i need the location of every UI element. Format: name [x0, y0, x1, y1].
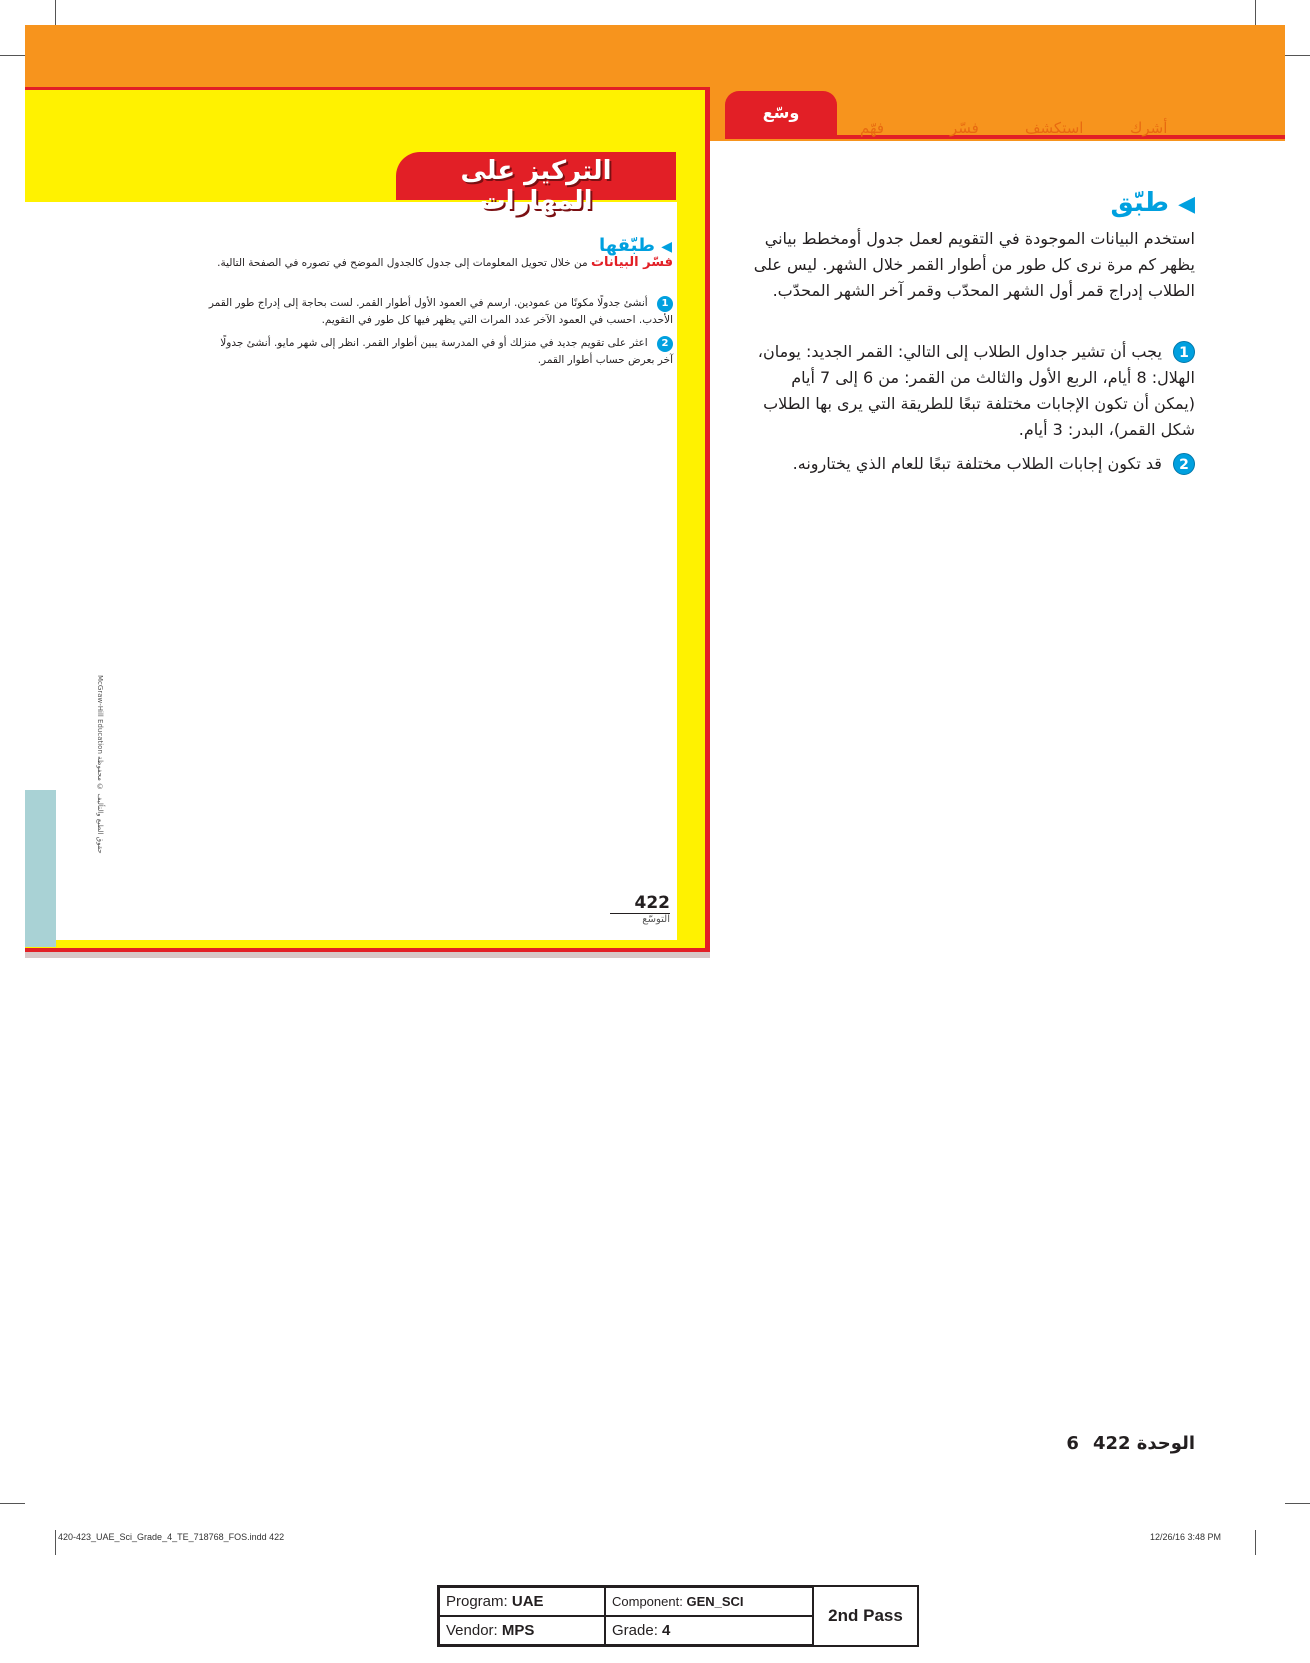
component-cell — [605, 1587, 813, 1616]
apply-heading — [1110, 188, 1195, 218]
tab-explain[interactable]: فهّم — [860, 119, 885, 137]
crop-mark — [1285, 55, 1310, 56]
program-value: UAE — [511, 1593, 544, 1610]
number-badge: 2 — [657, 336, 673, 352]
component-label: Component: — [612, 1594, 683, 1609]
panel-item-text: أنشئ جدولًا مكونًا من عمودين. ارسم في العمود الأول أطوار القمر. لست بحاجة إلى إدراج طور القمر الأحدب. احسب في العمود الآخر عدد المرات التي يظهر فيها كل طور في التقويم. — [208, 297, 673, 326]
side-bar — [25, 790, 56, 947]
program-label: Program: — [446, 1593, 508, 1610]
panel-page-number: 422 — [610, 893, 670, 914]
panel-heading — [599, 235, 672, 256]
apply-item-text: يجب أن تشير جداول الطلاب إلى التالي: القمر الجديد: يومان، الهلال: 8 أيام، الربع الأول والثالث من القمر: من 6 إلى 7 أيام (يمكن أن تكون الإجابات مختلفة تبعًا للطريقة التي يرى بها الطلاب شكل القمر)، البدر: 3 أيام. — [757, 342, 1195, 439]
number-badge: 2 — [1173, 453, 1195, 475]
grade-value: 4 — [662, 1622, 671, 1639]
panel-frame — [25, 90, 705, 948]
number-badge: 1 — [657, 296, 673, 312]
tab-engage[interactable]: أشرك — [1130, 119, 1168, 137]
apply-item — [750, 339, 1195, 443]
production-info-box — [437, 1585, 919, 1647]
page-footer — [1040, 1433, 1195, 1454]
panel-item — [203, 295, 673, 329]
apply-item-text: قد تكون إجابات الطلاب مختلفة تبعًا للعام الذي يختارونه. — [792, 454, 1162, 473]
lesson-tabs — [725, 91, 1285, 145]
crop-mark — [1255, 0, 1256, 25]
footer-unit: الوحدة 6 — [1066, 1433, 1195, 1454]
panel-item-text: اعثر على تقويم جديد في منزلك أو في المدرسة يبين أطوار القمر. انظر إلى شهر مايو. أنشئ جدولًا آخر بعرض حساب أطوار القمر. — [220, 337, 673, 366]
number-badge: 1 — [1173, 341, 1195, 363]
panel-shadow — [25, 952, 710, 958]
skills-banner-title: التركيز على المهارات — [460, 156, 612, 216]
crop-mark — [1285, 1503, 1310, 1504]
crop-mark — [0, 55, 25, 56]
tab-extend[interactable]: وسّع — [725, 91, 837, 139]
copyright-credit: McGraw-Hill Education حقوق الطبع والتأليف © محفوظة — [96, 675, 104, 854]
apply-paragraph: استخدم البيانات الموجودة في التقويم لعمل جدول أومخطط بياني يظهر كم مرة نرى كل طور من أطوار القمر خلال الشهر. ليس على الطلاب إدراج قمر أول الشهر المحدّب وقمر آخر الشهر المحدّب. — [753, 229, 1195, 300]
tab-elaborate[interactable]: فسّر — [950, 119, 979, 137]
heading-triangle-icon: ◀ — [1178, 192, 1195, 217]
grade-label: Grade: — [612, 1622, 658, 1639]
panel-page-label: التوسّع — [642, 914, 670, 925]
program-cell — [439, 1587, 605, 1616]
panel-intro-text: من خلال تحويل المعلومات إلى جدول كالجدول الموضح في تصوره في الصفحة التالية. — [217, 257, 588, 269]
grade-cell — [605, 1616, 813, 1645]
apply-item — [750, 451, 1195, 477]
component-value: GEN_SCI — [686, 1594, 744, 1609]
vendor-label: Vendor: — [446, 1622, 498, 1639]
panel-item — [203, 335, 673, 369]
skills-panel — [25, 87, 710, 953]
crop-mark — [0, 1503, 25, 1504]
crop-mark — [55, 0, 56, 25]
vendor-value: MPS — [501, 1622, 535, 1639]
pass-status: 2nd Pass — [813, 1587, 917, 1645]
tab-explore[interactable]: استكشف — [1025, 119, 1084, 137]
footer-page-number: 422 — [1092, 1433, 1131, 1454]
panel-heading-text: طبّقها — [599, 235, 655, 256]
slug-date: 12/26/16 3:48 PM — [1150, 1532, 1222, 1542]
crop-mark — [1255, 1530, 1256, 1555]
panel-intro-highlight: فسّر البيانات — [590, 255, 673, 270]
panel-intro — [203, 254, 673, 272]
heading-triangle-icon: ◀ — [661, 239, 672, 255]
slug-filename: 420-423_UAE_Sci_Grade_4_TE_718768_FOS.indd 422 — [58, 1532, 285, 1542]
apply-heading-text: طبّق — [1110, 188, 1170, 218]
vendor-cell — [439, 1616, 605, 1645]
crop-mark — [55, 1530, 56, 1555]
